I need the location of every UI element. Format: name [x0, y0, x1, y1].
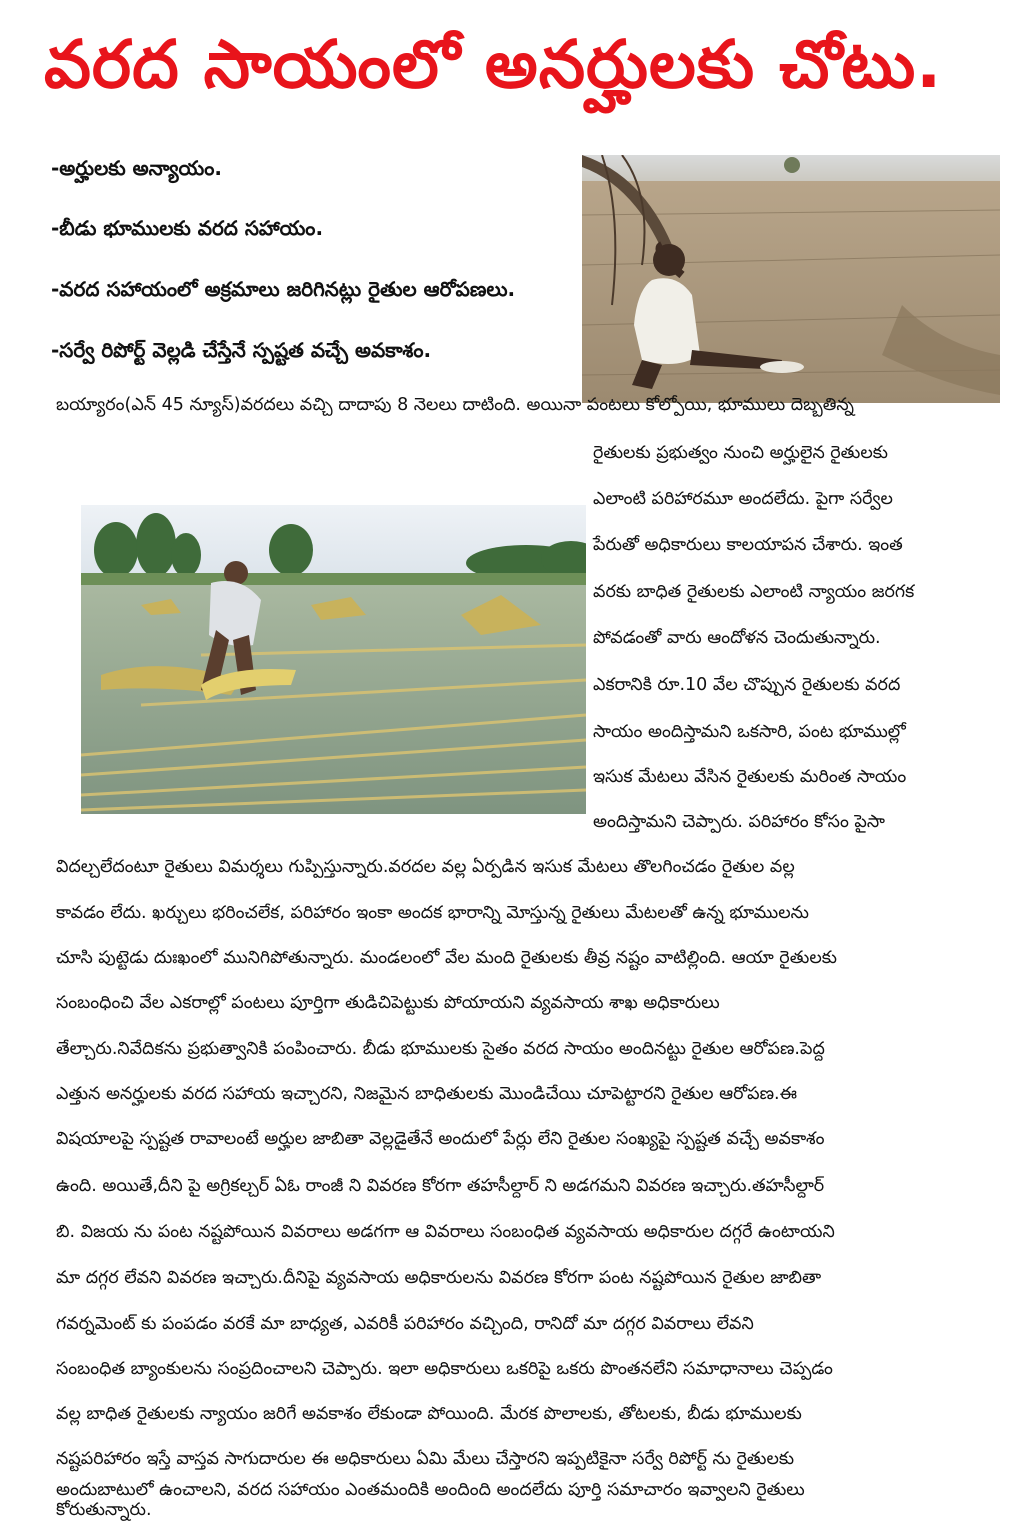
body-line: వరకు బాధిత రైతులకు ఎలాంటి న్యాయం జరగక: [593, 582, 915, 602]
body-line: విషయాలపై స్పష్టత రావాలంటే అర్హుల జాబితా వెల్లడైతేనే అందులో పేర్లు లేని రైతుల సంఖ్యపై స్పష్టత వచ్చే అవకాశం: [56, 1129, 825, 1149]
photo-farmer-flooded-field: [81, 505, 586, 814]
highlight-1: -అర్హులకు అన్యాయం.: [51, 156, 222, 180]
body-line: సంబంధిత బ్యాంకులను సంప్రదించాలని చెప్పారు. ఇలా అధికారులు ఒకరిపై ఒకరు పొంతనలేని సమాధానాలు చెప్పడం: [56, 1359, 833, 1379]
body-line: బి. విజయ ను పంట నష్టపోయిన వివరాలు అడగగా ఆ వివరాలు సంబంధిత వ్యవసాయ అధికారుల దగ్గరే ఉంటాయని: [56, 1222, 835, 1242]
body-line: మా దగ్గర లేవని వివరణ ఇచ్చారు.దీనిపై వ్యవసాయ అధికారులను వివరణ కోరగా పంట నష్టపోయిన రైతుల జాబితా: [56, 1268, 822, 1288]
photo-farmer-dry-field: [582, 155, 1000, 403]
body-line: సాయం అందిస్తామని ఒకసారి, పంట భూముల్లో: [593, 722, 906, 742]
highlight-3: -వరద సహాయంలో అక్రమాలు జరిగినట్లు రైతుల ఆరోపణలు.: [51, 277, 516, 301]
highlight-2: -బీడు భూములకు వరద సహాయం.: [51, 216, 324, 240]
body-line: బయ్యారం(ఎన్ 45 న్యూస్)వరదలు వచ్చి దాదాపు 8 నెలలు దాటింది. అయినా పంటలు కోల్పోయి, భూములు దెబ్బతిన్న: [56, 395, 854, 415]
body-line: ఎకరానికి రూ.10 వేల చొప్పున రైతులకు వరద: [593, 675, 901, 695]
body-line: పేరుతో అధికారులు కాలయాపన చేశారు. ఇంత: [593, 535, 903, 555]
body-line: గవర్నమెంట్ కు పంపడం వరకే మా బాధ్యత, ఎవరికీ పరిహారం వచ్చింది, రానిదో మా దగ్గర వివరాలు లేవని: [56, 1314, 754, 1334]
body-line: సంబంధించి వేల ఎకరాల్లో పంటలు పూర్తిగా తుడిచిపెట్టుకు పోయాయని వ్యవసాయ శాఖ అధికారులు: [56, 993, 720, 1013]
body-line: ఉంది. అయితే,దీని పై అగ్రికల్చర్ ఏఓ రాంజీ ని వివరణ కోరగా తహసీల్దార్ ని అడగమని వివరణ ఇచ్చారు.తహసీల్దార్: [56, 1176, 825, 1196]
body-line: చూసి పుట్టెడు దుఃఖంలో మునిగిపోతున్నారు. మండలంలో వేల మంది రైతులకు తీవ్ర నష్టం వాటిల్లింది. ఆయా రైతులకు: [56, 948, 837, 968]
body-line: నష్టపరిహారం ఇస్తే వాస్తవ సాగుదారుల ఈ అధికారులు ఏమి మేలు చేస్తారని ఇప్పటికైనా సర్వే రిపోర్ట్ ను రైతులకు: [56, 1449, 795, 1469]
body-line: పోవడంతో వారు ఆందోళన చెందుతున్నారు.: [593, 628, 881, 648]
body-line: కావడం లేదు. ఖర్చులు భరించలేక, పరిహారం ఇంకా అందక భారాన్ని మోస్తున్న రైతులు మేటలతో ఉన్న భూములను: [56, 903, 809, 923]
body-line: ఎలాంటి పరిహారమూ అందలేదు. పైగా సర్వేల: [593, 489, 893, 509]
body-line: కోరుతున్నారు.: [56, 1500, 152, 1520]
body-line: అందిస్తామని చెప్పారు. పరిహారం కోసం పైసా: [593, 812, 885, 832]
headline: వరద సాయంలో అనర్హులకు చోటు.: [44, 26, 943, 103]
body-line: ఇసుక మేటలు వేసిన రైతులకు మరింత సాయం: [593, 767, 907, 787]
body-line: ఎత్తున అనర్హులకు వరద సహాయ ఇచ్చారని, నిజమైన బాధితులకు మొండిచేయి చూపెట్టారని రైతుల ఆరోపణ.ఈ: [56, 1084, 798, 1104]
highlight-4: -సర్వే రిపోర్ట్ వెల్లడి చేస్తేనే స్పష్టత వచ్చే అవకాశం.: [51, 338, 432, 362]
body-line: తేల్చారు.నివేదికను ప్రభుత్వానికి పంపించారు. బీడు భూములకు సైతం వరద సాయం అందినట్టు రైతుల ఆరోపణ.పెద్ద: [56, 1039, 825, 1059]
body-line: రైతులకు ప్రభుత్వం నుంచి అర్హులైన రైతులకు: [593, 443, 888, 463]
body-line: విదల్చలేదంటూ రైతులు విమర్శలు గుప్పిస్తున్నారు.వరదల వల్ల ఏర్పడిన ఇసుక మేటలు తొలగించడం రైతుల వల్ల: [56, 857, 795, 877]
body-line: అందుబాటులో ఉంచాలని, వరద సహాయం ఎంతమందికి అందింది అందలేదు పూర్తి సమాచారం ఇవ్వాలని రైతులు: [56, 1480, 805, 1500]
body-line: వల్ల బాధిత రైతులకు న్యాయం జరిగే అవకాశం లేకుండా పోయింది. మేరక పొలాలకు, తోటలకు, బీడు భూములకు: [56, 1404, 802, 1424]
